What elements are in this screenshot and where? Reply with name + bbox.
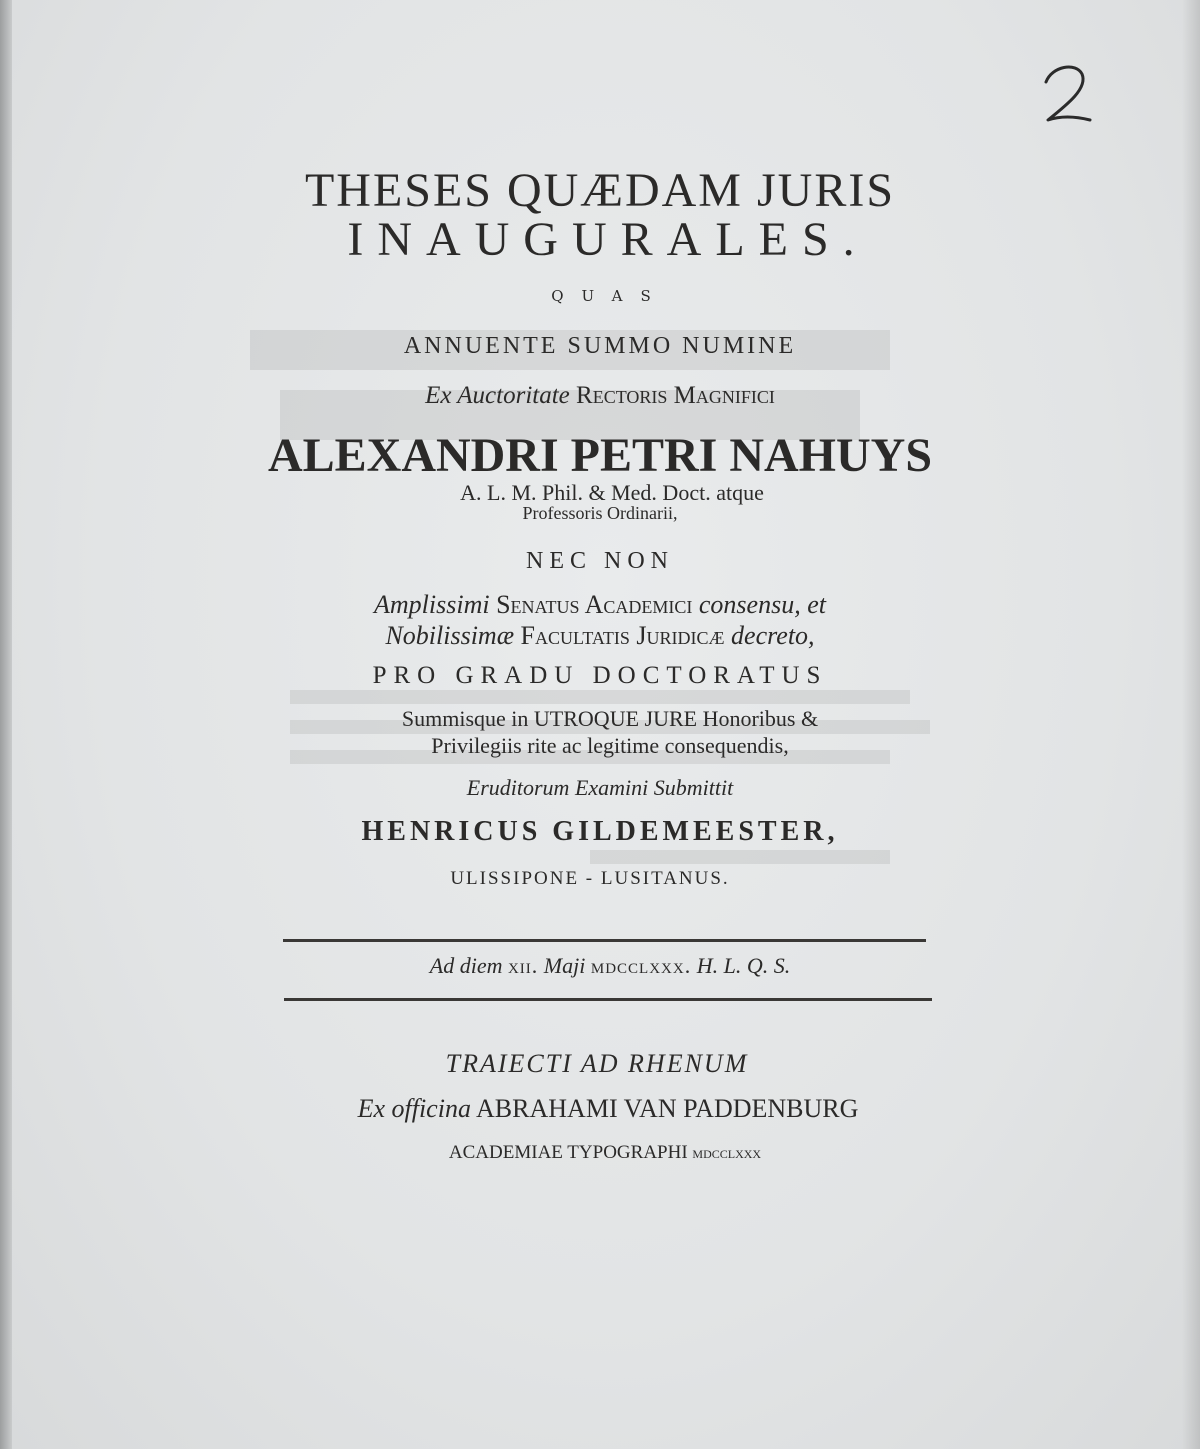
eruditorum-line: Eruditorum Examini Submittit xyxy=(466,775,734,800)
summisque-line: Summisque in UTROQUE JURE Honoribus & xyxy=(401,706,819,731)
auctoritate-line xyxy=(0,382,1200,410)
imprint-year: mdcclxxx xyxy=(692,1143,762,1162)
pro-gradu-line: PRO GRADU DOCTORATUS xyxy=(372,662,828,689)
rector-titles-line-2: Professoris Ordinarii, xyxy=(522,503,678,523)
imprint-officina-italic: Ex officina xyxy=(357,1094,471,1123)
date-day-numeral: xii. xyxy=(507,953,539,978)
imprint-printer: ABRAHAMI VAN PADDENBURG xyxy=(476,1094,859,1123)
imprint-printer-title: ACADEMIAE TYPOGRAPHI xyxy=(448,1142,688,1163)
privilegiis-line: Privilegiis rite ac legitime consequendis, xyxy=(431,733,789,758)
auctoritate-italic: Ex Auctoritate xyxy=(425,382,570,409)
rule-top xyxy=(283,939,926,942)
senatus-line xyxy=(0,590,1200,620)
date-line xyxy=(10,953,1200,979)
title-line-2: INAUGURALES. xyxy=(347,213,869,266)
nec-non-line: NEC NON xyxy=(526,548,674,574)
senatus-italic-2: consensu, et xyxy=(698,590,826,619)
senatus-caps: Senatus Academici xyxy=(496,590,693,619)
date-part-3: H. L. Q. S. xyxy=(696,953,791,978)
imprint-place: TRAIECTI AD RHENUM xyxy=(445,1049,749,1078)
author-origin: ULISSIPONE - LUSITANUS. xyxy=(450,868,730,889)
handwritten-folio-number xyxy=(1038,60,1098,130)
rector-titles-line-1: A. L. M. Phil. & Med. Doct. atque xyxy=(460,480,764,505)
rule-bottom xyxy=(284,998,932,1001)
auctoritate-caps: Rectoris Magnifici xyxy=(576,382,775,409)
annuente-line: ANNUENTE SUMMO NUMINE xyxy=(403,333,797,359)
date-part-1: Ad diem xyxy=(429,953,503,978)
senatus-italic-1: Amplissimi xyxy=(374,590,490,619)
imprint-officina-line xyxy=(8,1094,1200,1124)
facultas-caps: Facultatis Juridicæ xyxy=(520,621,725,650)
facultas-italic-1: Nobilissimæ xyxy=(385,621,515,650)
title-line-1: THESES QUÆDAM JURIS xyxy=(304,164,896,217)
quas-line: QUAS xyxy=(551,287,669,305)
date-year-numeral: mdcclxxx. xyxy=(590,953,692,978)
date-part-2: Maji xyxy=(543,953,586,978)
rector-name: ALEXANDRI PETRI NAHUYS xyxy=(267,429,933,482)
facultas-line xyxy=(0,621,1200,651)
author-name: HENRICUS GILDEMEESTER, xyxy=(361,816,839,847)
facultas-italic-2: decreto, xyxy=(731,621,815,650)
imprint-printer-title-line xyxy=(5,1142,1200,1164)
